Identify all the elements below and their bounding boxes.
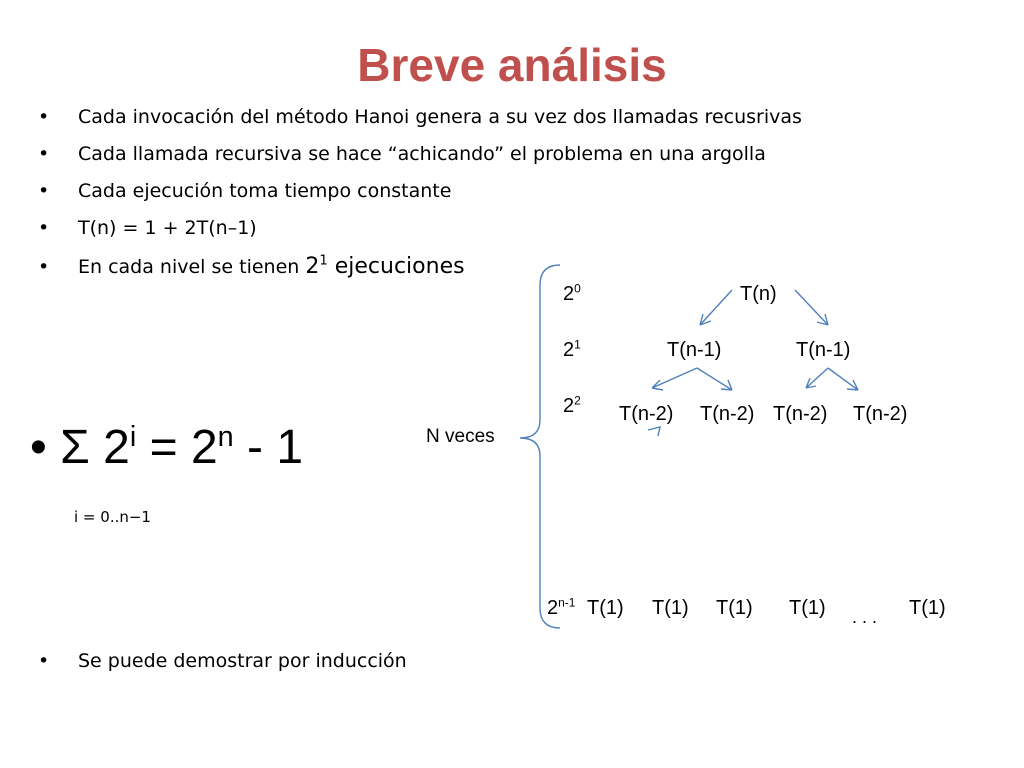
- bullet-text: Cada invocación del método Hanoi genera a su vez dos llamadas recusrivas: [78, 106, 802, 128]
- level-base: 2: [563, 339, 575, 361]
- level-1-label: [563, 339, 581, 362]
- level-exp: n-1: [558, 595, 576, 610]
- tree-leaf: T(1): [909, 597, 946, 619]
- power-base: 2: [305, 254, 320, 279]
- bullet-text: T(n) = 1 + 2T(n–1): [78, 217, 257, 239]
- bullet-text: En cada nivel se tienen: [78, 256, 306, 278]
- tree-leaf: T(1): [652, 597, 689, 619]
- bullet-dot: •: [38, 180, 50, 202]
- tree-node-l2: T(n-2): [773, 403, 828, 425]
- sigma-exp: i: [129, 421, 137, 453]
- arrow-root-left: [700, 290, 732, 325]
- level-exp: 0: [574, 281, 581, 296]
- brace: [520, 265, 560, 628]
- bullet-dot: •: [38, 650, 50, 672]
- arrow-l1-right: [697, 368, 732, 390]
- sum-range: i = 0..n−1: [74, 508, 151, 526]
- slide-title: Breve análisis: [357, 39, 667, 91]
- equals-exp: n: [217, 421, 234, 453]
- bullet-dot: •: [38, 106, 50, 128]
- arrow-l1-left: [652, 368, 697, 390]
- level-base: 2: [547, 597, 559, 619]
- sigma-term: Σ 2: [60, 421, 130, 474]
- tree-leaf: T(1): [716, 597, 753, 619]
- tree-leaf: T(1): [789, 597, 826, 619]
- arrow-root-right: [795, 290, 828, 325]
- arrow-r1-left: [806, 368, 828, 388]
- bullet-text: Cada ejecución toma tiempo constante: [78, 180, 452, 202]
- bullet-dot: •: [38, 256, 50, 278]
- tree-node-l2: T(n-2): [619, 403, 674, 425]
- equals-term: = 2: [136, 421, 218, 474]
- bullet-text: Se puede demostrar por inducción: [78, 650, 407, 672]
- level-2-label: [563, 395, 581, 418]
- bullet-tail: ejecuciones: [327, 254, 465, 279]
- tree-root: T(n): [740, 283, 777, 305]
- formula-bullet: •: [30, 421, 47, 474]
- level-0-label: [563, 283, 581, 306]
- level-exp: 2: [574, 393, 581, 408]
- tree-node-l2: T(n-2): [853, 403, 908, 425]
- tree-node-l1: T(n-1): [796, 339, 851, 361]
- tree-leaf: T(1): [587, 597, 624, 619]
- level-base: 2: [563, 283, 575, 305]
- n-veces-label: N veces: [426, 426, 495, 447]
- tree-ellipsis: . . .: [852, 607, 878, 627]
- tree-node-l1: T(n-1): [667, 339, 722, 361]
- bullet-dot: •: [38, 217, 50, 239]
- tree-node-l2: T(n-2): [700, 403, 755, 425]
- arrow-r1-right: [828, 368, 858, 390]
- level-n-label: [547, 597, 575, 620]
- level-base: 2: [563, 395, 575, 417]
- power-exp: 1: [319, 253, 328, 269]
- bullet-dot: •: [38, 143, 50, 165]
- level-exp: 1: [574, 337, 581, 352]
- tick-mark: [648, 427, 660, 436]
- formula-tail: - 1: [233, 421, 304, 474]
- bullet-text: Cada llamada recursiva se hace “achicando” el problema en una argolla: [78, 143, 766, 165]
